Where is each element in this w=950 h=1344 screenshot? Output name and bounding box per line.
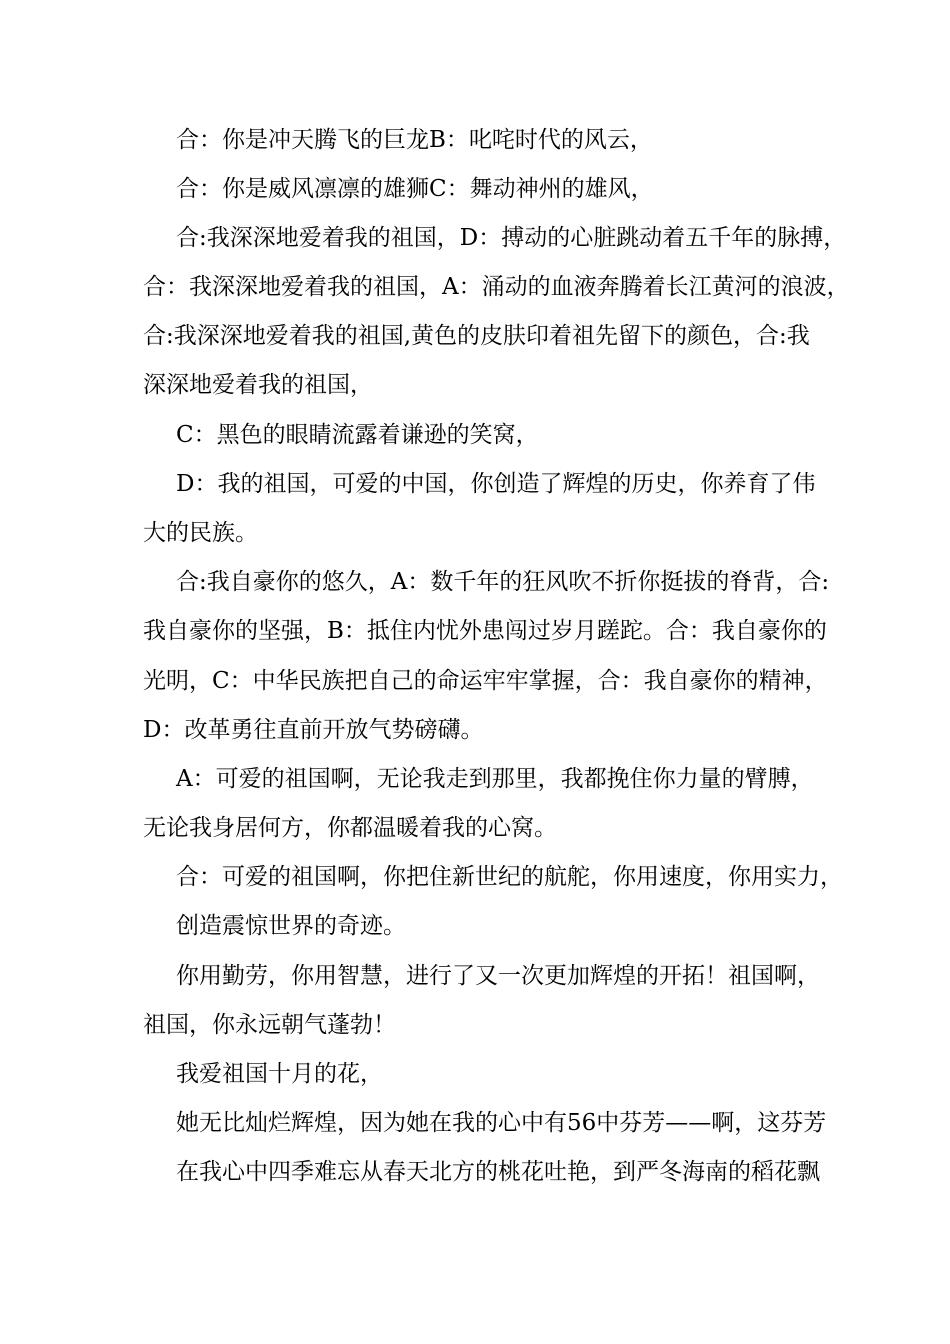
text-line: 大的民族。 <box>143 520 258 546</box>
text-line: 合：你是威风凛凛的雄狮C：舞动神州的雄风， <box>176 176 654 202</box>
text-line: 无论我身居何方，你都温暖着我的心窝。 <box>143 815 557 841</box>
text-line: D：改革勇往直前开放气势磅礴。 <box>143 717 484 743</box>
text-line: 创造震惊世界的奇迹。 <box>176 913 406 939</box>
text-line: 合:我深深地爱着我的祖国,黄色的皮肤印着祖先留下的颜色，合:我 <box>143 323 810 349</box>
text-line: 祖国，你永远朝气蓬勃！ <box>143 1012 396 1038</box>
text-line: 你用勤劳，你用智慧，进行了又一次更加辉煌的开拓！祖国啊， <box>176 963 820 989</box>
text-line: 光明，C：中华民族把自己的命运牢牢掌握，合：我自豪你的精神， <box>143 668 828 694</box>
text-line: 合:我深深地爱着我的祖国，D：搏动的心脏跳动着五千年的脉搏， <box>176 225 847 251</box>
text-line: 合:我自豪你的悠久，A：数千年的狂风吹不折你挺拔的脊背，合: <box>176 569 830 595</box>
text-line: 合：可爱的祖国啊，你把住新世纪的航舵，你用速度，你用实力， <box>176 864 843 890</box>
text-line: 她无比灿烂辉煌，因为她在我的心中有56中芬芳——啊，这芬芳 <box>176 1110 827 1136</box>
text-line: 在我心中四季难忘从春天北方的桃花吐艳，到严冬海南的稻花飘 <box>176 1159 820 1185</box>
text-line: A：可爱的祖国啊，无论我走到那里，我都挽住你力量的臂膊， <box>176 766 814 792</box>
text-line: 我爱祖国十月的花， <box>176 1061 383 1087</box>
text-line: 我自豪你的坚强，B：抵住内忧外患闯过岁月蹉跎。合：我自豪你的 <box>143 618 827 644</box>
text-line: 合：你是冲天腾飞的巨龙B：叱咤时代的风云， <box>176 127 653 153</box>
text-line: 深深地爱着我的祖国， <box>143 372 373 398</box>
text-line: C：黑色的眼睛流露着谦逊的笑窝， <box>176 422 539 448</box>
text-line: 合：我深深地爱着我的祖国，A：涌动的血液奔腾着长江黄河的浪波， <box>143 274 850 300</box>
text-line: D：我的祖国，可爱的中国，你创造了辉煌的历史，你养育了伟 <box>176 471 816 497</box>
